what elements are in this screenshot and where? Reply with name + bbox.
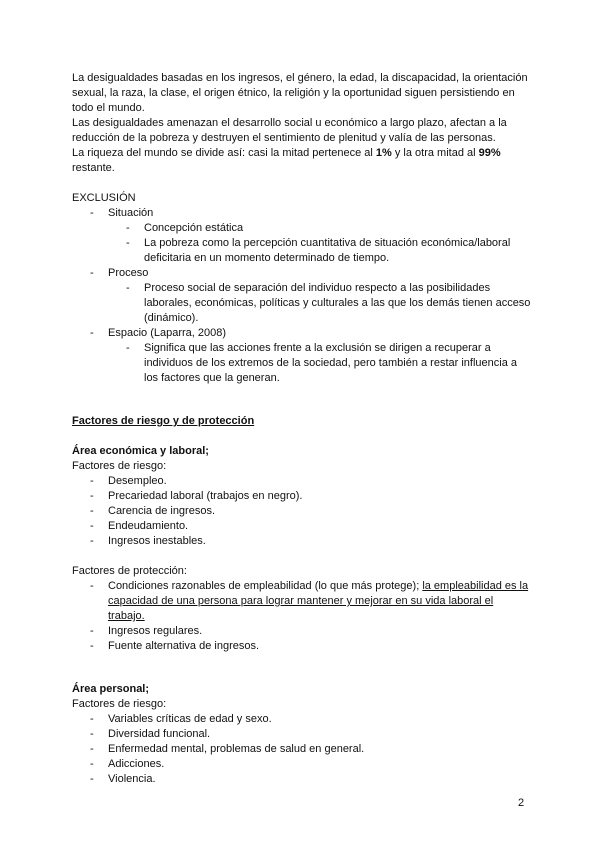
economica-proteccion-item: - Fuente alternativa de ingresos. (72, 639, 532, 654)
exclusion-espacio: - Espacio (Laparra, 2008) (72, 326, 532, 341)
empleabilidad-definition: la empleabilidad es la capacidad de una persona para lograr mantener y mejorar en su vida laboral el trabajo. (108, 580, 529, 622)
proteccion-1a: Condiciones razonables de empleabilidad (lo que más protege); (108, 580, 423, 592)
one-percent: 1% (375, 147, 392, 159)
factores-heading: Factores de riesgo y de protección (72, 415, 255, 427)
exclusion-situacion: - Situación (72, 206, 532, 221)
economica-title: Área económica y laboral; (72, 445, 209, 457)
economica-riesgo-item: - Precariedad laboral (trabajos en negro). (72, 489, 532, 504)
economica-riesgo-item: - Endeudamiento. (72, 519, 532, 534)
proceso-item: - Proceso social de separación del individuo respecto a las posibilidades laborales, económicas, políticas y culturales a las que los demás tienen acceso (dinámico). (72, 281, 532, 326)
personal-riesgo-item: - Diversidad funcional. (72, 727, 532, 742)
exclusion-title: EXCLUSIÓN (72, 192, 136, 204)
economica-riesgo-item: - Desempleo. (72, 474, 532, 489)
exclusion-proceso: - Proceso (72, 266, 532, 281)
page-number: 2 (518, 797, 525, 809)
intro-p3-e: restante. (72, 162, 115, 174)
personal-riesgo-item: - Violencia. (72, 772, 532, 787)
intro-paragraph-2: Las desigualdades amenazan el desarrollo social u económico a largo plazo, afectan a la reducción de la pobreza y destruyen el sentimiento de plenitud y valía de las personas. (72, 117, 507, 144)
situacion-item: - Concepción estática (72, 221, 532, 236)
situacion-item: - La pobreza como la percepción cuantitativa de situación económica/laboral deficitaria en un momento determinado de tiempo. (72, 236, 532, 266)
document-page (72, 71, 532, 787)
espacio-item: - Significa que las acciones frente a la exclusión se dirigen a recuperar a individuos de los extremos de la sociedad, pero también a restar influencia a los factores que la generan. (72, 341, 532, 386)
intro-p3-c: y la otra mitad al (391, 147, 479, 159)
economica-riesgo-label: Factores de riesgo: (72, 460, 167, 472)
economica-proteccion-item: - Ingresos regulares. (72, 624, 532, 639)
economica-riesgo-item: - Carencia de ingresos. (72, 504, 532, 519)
personal-riesgo-label: Factores de riesgo: (72, 698, 167, 710)
economica-proteccion-item (72, 579, 532, 624)
economica-riesgo-item: - Ingresos inestables. (72, 534, 532, 549)
ninety-nine-percent: 99% (478, 147, 501, 159)
intro-p3-a: La riqueza del mundo se divide así: casi la mitad pertenece al (72, 147, 376, 159)
personal-riesgo-item: - Variables críticas de edad y sexo. (72, 712, 532, 727)
personal-riesgo-item: - Adicciones. (72, 757, 532, 772)
personal-title: Área personal; (72, 683, 150, 695)
personal-riesgo-item: - Enfermedad mental, problemas de salud en general. (72, 742, 532, 757)
intro-paragraph-3 (72, 146, 532, 176)
intro-paragraph-1: La desigualdades basadas en los ingresos, el género, la edad, la discapacidad, la orientación sexual, la raza, la clase, el origen étnico, la religión y la oportunidad siguen persistiendo en todo el mundo. (72, 72, 528, 114)
economica-proteccion-label: Factores de protección: (72, 565, 187, 577)
